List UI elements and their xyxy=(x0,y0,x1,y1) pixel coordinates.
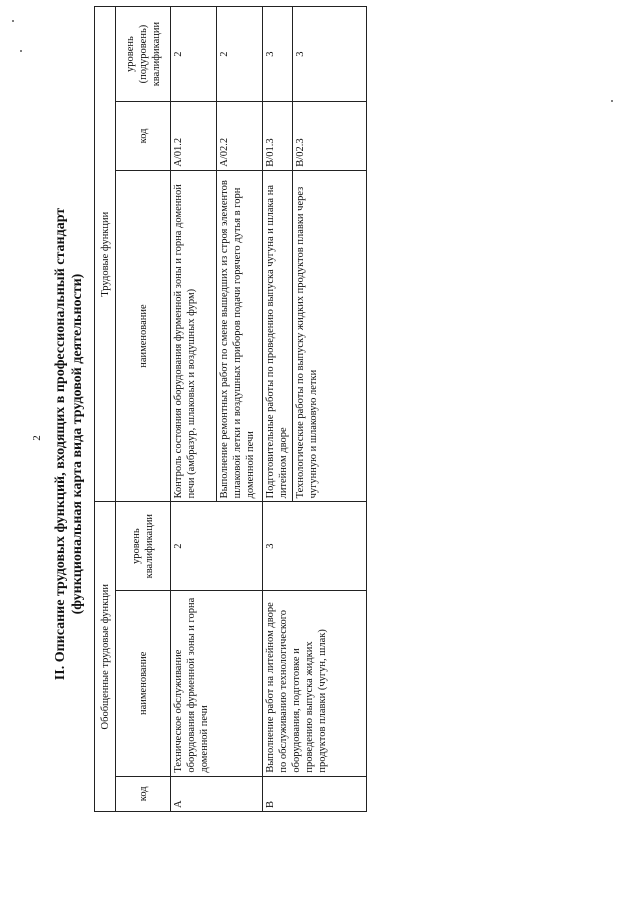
function-code-cell: A/01.2 xyxy=(171,102,217,171)
scan-speck xyxy=(611,100,613,102)
group-name-cell: Техническое обслуживание оборудования фурменной зоны и горна доменной печи xyxy=(171,590,263,776)
title-line-2: (функциональная карта вида трудовой деятельности) xyxy=(70,273,85,615)
function-name-cell: Технологические работы по выпуску жидких продуктов плавки через чугунную и шлаковую летки xyxy=(293,170,367,502)
group-level-cell: 2 xyxy=(171,502,263,590)
group-level-cell: 3 xyxy=(263,502,367,590)
header-row-2 xyxy=(116,7,171,812)
function-name-cell: Контроль состояния оборудования фурменной зоны и горна доменной печи (амбразур, шлаковых и воздушных фурм) xyxy=(171,170,217,502)
header-func-name: наименование xyxy=(116,170,171,502)
header-gen-code: код xyxy=(116,776,171,811)
table-row xyxy=(263,7,293,812)
header-gen-level: уровень квалификации xyxy=(116,502,171,590)
group-code-cell: A xyxy=(171,776,263,811)
function-name-cell: Выполнение ремонтных работ по смене вышедших из строя элементов шлаковой летки и воздушных приборов подачи горячего дутья в горн доменной печи xyxy=(217,170,263,502)
header-generalized-functions: Обобщенные трудовые функции xyxy=(95,502,116,812)
functional-map-table xyxy=(94,6,367,812)
scan-speck xyxy=(20,50,22,52)
function-level-cell: 3 xyxy=(293,7,367,102)
function-code-cell: A/02.2 xyxy=(217,102,263,171)
header-func-sublevel: уровень (подуровень) квалификации xyxy=(116,7,171,102)
function-name-cell: Подготовительные работы по проведению выпуска чугуна и шлака на литейном дворе xyxy=(263,170,293,502)
function-level-cell: 2 xyxy=(217,7,263,102)
header-row-1 xyxy=(95,7,116,812)
title-line-1: II. Описание трудовых функций, входящих в профессиональный стандарт xyxy=(53,207,68,681)
function-level-cell: 2 xyxy=(171,7,217,102)
scan-speck xyxy=(12,20,14,22)
rotated-page-content xyxy=(50,14,350,874)
function-code-cell: B/01.3 xyxy=(263,102,293,171)
header-gen-name: наименование xyxy=(116,590,171,776)
header-func-code: код xyxy=(116,102,171,171)
group-code-cell: B xyxy=(263,776,367,811)
function-level-cell: 3 xyxy=(263,7,293,102)
section-title xyxy=(52,14,86,874)
function-code-cell: B/02.3 xyxy=(293,102,367,171)
header-labor-functions: Трудовые функции xyxy=(95,7,116,502)
table-row xyxy=(171,7,217,812)
group-name-cell: Выполнение работ на литейном дворе по обслуживанию технологического оборудования, подготовке и проведению выпуска жидких продуктов плавки (чугун, шлак) xyxy=(263,590,367,776)
page-number: 2 xyxy=(30,435,43,441)
